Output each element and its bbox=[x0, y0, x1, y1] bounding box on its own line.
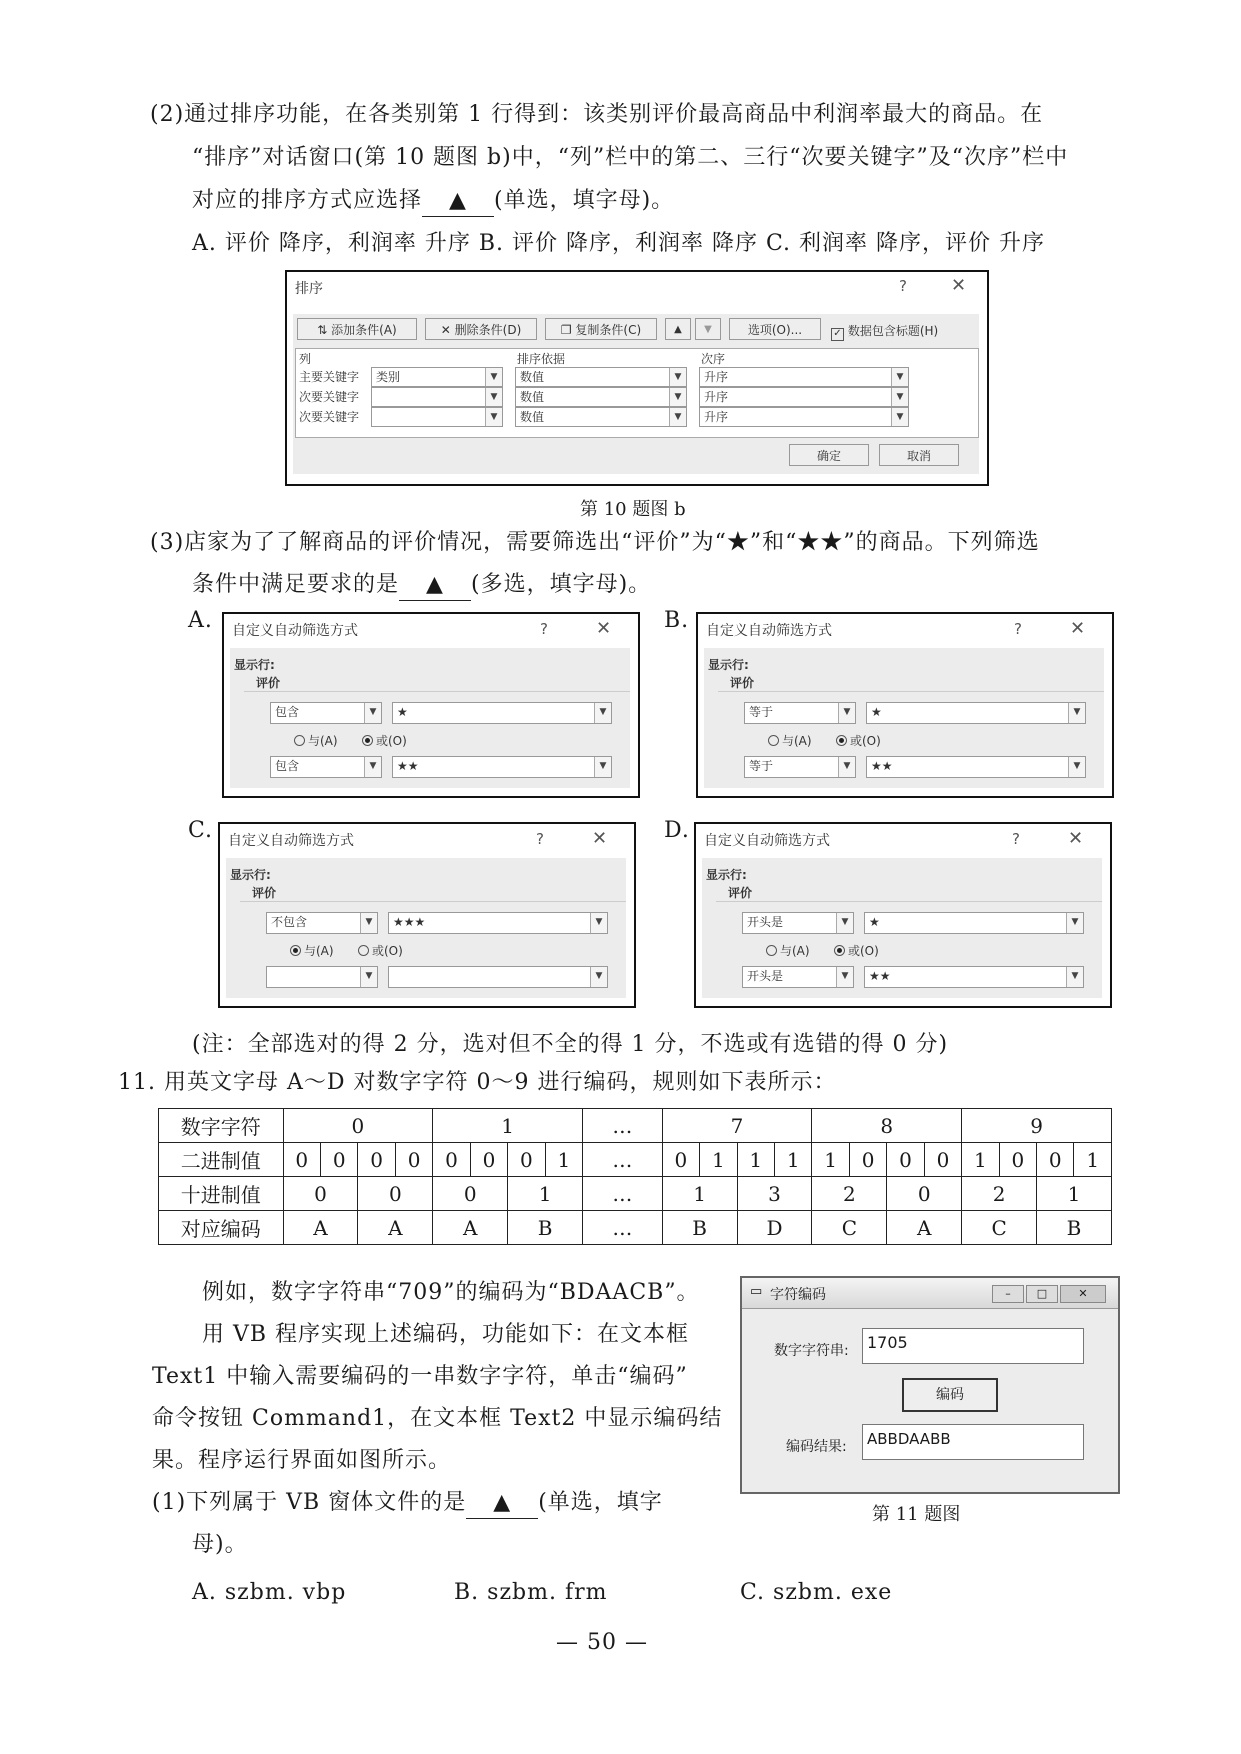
decimal-cell: 0 bbox=[887, 1177, 962, 1211]
help-icon[interactable]: ? bbox=[1012, 830, 1020, 848]
checkbox-checked-icon: ✓ bbox=[831, 328, 844, 341]
delete-icon: ✕ bbox=[440, 323, 451, 337]
filter-dialog bbox=[218, 822, 636, 1008]
chevron-down-icon: ▼ bbox=[590, 913, 607, 933]
close-icon[interactable]: ✕ bbox=[592, 828, 608, 849]
filter-option-letter: D. bbox=[664, 818, 690, 843]
options-button[interactable]: 选项(O)... bbox=[729, 318, 821, 340]
field-label: 评价 bbox=[256, 676, 281, 690]
chevron-down-icon: ▼ bbox=[1068, 757, 1085, 777]
add-condition-label: 添加条件(A) bbox=[331, 323, 397, 337]
chevron-down-icon: ▼ bbox=[836, 967, 853, 987]
binary-cell: 1 bbox=[545, 1143, 582, 1177]
row1-label: 主要关键字 bbox=[299, 370, 360, 384]
chevron-down-icon: ▼ bbox=[485, 408, 502, 426]
value2-select[interactable] bbox=[392, 756, 612, 778]
help-icon[interactable]: ? bbox=[1014, 620, 1022, 638]
figure-11-caption: 第 11 题图 bbox=[872, 1504, 961, 1525]
field-label: 评价 bbox=[252, 886, 277, 900]
q11-example: 例如，数字字符串“709”的编码为“BDAACB”。 bbox=[202, 1280, 700, 1305]
chevron-down-icon: ▼ bbox=[364, 757, 381, 777]
encoding-table bbox=[158, 1108, 1112, 1245]
divider bbox=[240, 901, 626, 902]
binary-cell: 1 bbox=[700, 1143, 737, 1177]
answer-blank: ▲ bbox=[422, 186, 494, 217]
radio-icon bbox=[766, 945, 777, 956]
value1-select[interactable] bbox=[866, 702, 1086, 724]
binary-cell: 0 bbox=[283, 1143, 320, 1177]
row1-order-value: 升序 bbox=[704, 370, 729, 384]
row-label: 十进制值 bbox=[159, 1177, 284, 1211]
row1-column-select[interactable] bbox=[371, 367, 503, 387]
row3-basis-value: 数值 bbox=[520, 410, 545, 424]
radio-icon bbox=[834, 945, 845, 956]
q11-sub1-post: (单选，填字 bbox=[538, 1490, 663, 1515]
or-label: 或(O) bbox=[850, 734, 881, 748]
value1-select[interactable] bbox=[864, 912, 1084, 934]
value1-select[interactable] bbox=[392, 702, 612, 724]
q11-p1: 用 VB 程序实现上述编码，功能如下：在文本框 bbox=[202, 1322, 690, 1347]
radio-icon bbox=[290, 945, 301, 956]
operator1-select[interactable] bbox=[270, 702, 382, 724]
chevron-down-icon: ▼ bbox=[360, 913, 377, 933]
digit-cell: 1 bbox=[433, 1109, 583, 1143]
operator2-select[interactable] bbox=[270, 756, 382, 778]
binary-cell: 0 bbox=[395, 1143, 432, 1177]
basis-header: 排序依据 bbox=[517, 352, 566, 366]
page-number: — 50 — bbox=[556, 1630, 648, 1655]
divider bbox=[716, 901, 1102, 902]
operator2-value: 等于 bbox=[749, 759, 774, 773]
table-row bbox=[159, 1177, 1112, 1211]
row1-order-select[interactable] bbox=[699, 367, 909, 387]
q10-2-line1: (2)通过排序功能，在各类别第 1 行得到：该类别评价最高商品中利润率最大的商品。在 bbox=[150, 102, 1044, 127]
radio-icon bbox=[358, 945, 369, 956]
radio-icon bbox=[768, 735, 779, 746]
decimal-cell: 3 bbox=[737, 1177, 812, 1211]
divider bbox=[718, 691, 1104, 692]
code-cell: A bbox=[433, 1211, 508, 1245]
code-cell: B bbox=[1037, 1211, 1112, 1245]
binary-cell: 0 bbox=[849, 1143, 886, 1177]
row3-label: 次要关键字 bbox=[299, 410, 360, 424]
value1-value: ★★★ bbox=[393, 915, 426, 929]
binary-cell: 0 bbox=[924, 1143, 961, 1177]
show-rows-label: 显示行: bbox=[230, 868, 271, 882]
value1-value: ★ bbox=[869, 915, 880, 929]
filter-dialog bbox=[694, 822, 1112, 1008]
digit-cell: 8 bbox=[812, 1109, 962, 1143]
operator1-value: 等于 bbox=[749, 705, 774, 719]
filter-dialog-title: 自定义自动筛选方式 bbox=[232, 623, 358, 639]
chevron-down-icon: ▼ bbox=[838, 757, 855, 777]
row2-basis-value: 数值 bbox=[520, 390, 545, 404]
digit-cell: 9 bbox=[962, 1109, 1112, 1143]
binary-cell: 0 bbox=[662, 1143, 699, 1177]
or-label: 或(O) bbox=[376, 734, 407, 748]
chevron-down-icon: ▼ bbox=[891, 408, 908, 426]
chevron-down-icon: ▼ bbox=[1066, 913, 1083, 933]
value2-select[interactable] bbox=[866, 756, 1086, 778]
q10-3-line2-post: (多选，填字母)。 bbox=[471, 572, 652, 597]
operator1-select[interactable] bbox=[742, 912, 854, 934]
has-header-checkbox[interactable] bbox=[831, 322, 938, 341]
and-radio[interactable] bbox=[294, 732, 338, 749]
encode-button[interactable]: 编码 bbox=[902, 1378, 998, 1412]
radio-icon bbox=[362, 735, 373, 746]
decimal-cell: 0 bbox=[283, 1177, 358, 1211]
q11-sub1-pre: (1)下列属于 VB 窗体文件的是 bbox=[152, 1490, 467, 1515]
value2-value: ★★ bbox=[869, 969, 891, 983]
row-label: 对应编码 bbox=[159, 1211, 284, 1245]
filter-dialog-title: 自定义自动筛选方式 bbox=[228, 833, 354, 849]
filter-dialog bbox=[696, 612, 1114, 798]
binary-cell: 1 bbox=[737, 1143, 774, 1177]
decimal-cell: 1 bbox=[508, 1177, 583, 1211]
add-condition-button[interactable] bbox=[297, 318, 417, 340]
close-icon[interactable]: ✕ bbox=[951, 275, 967, 296]
or-radio[interactable] bbox=[834, 942, 879, 959]
operator2-value: 包含 bbox=[275, 759, 300, 773]
filter-option-letter: B. bbox=[664, 608, 690, 633]
value2-value: ★★ bbox=[397, 759, 419, 773]
code-cell: C bbox=[962, 1211, 1037, 1245]
chevron-down-icon: ▼ bbox=[594, 757, 611, 777]
q10-2-line3-pre: 对应的排序方式应选择 bbox=[192, 188, 423, 213]
ok-button[interactable]: 确定 bbox=[789, 444, 869, 466]
and-radio[interactable] bbox=[766, 942, 810, 959]
close-window-button[interactable]: ✕ bbox=[1060, 1285, 1106, 1303]
row1-basis-select[interactable] bbox=[515, 367, 687, 387]
chevron-down-icon: ▼ bbox=[891, 388, 908, 406]
q10-2-line2: “排序”对话窗口(第 10 题图 b)中，“列”栏中的第二、三行“次要关键字”及“次序”栏中 bbox=[192, 145, 1069, 170]
binary-cell: 1 bbox=[1074, 1143, 1112, 1177]
row2-order-value: 升序 bbox=[704, 390, 729, 404]
sort-dialog bbox=[285, 270, 989, 486]
help-icon[interactable]: ? bbox=[536, 830, 544, 848]
value1-select[interactable] bbox=[388, 912, 608, 934]
or-label: 或(O) bbox=[372, 944, 403, 958]
code-cell: C bbox=[812, 1211, 887, 1245]
table-row bbox=[159, 1211, 1112, 1245]
help-icon[interactable]: ? bbox=[540, 620, 548, 638]
vb-window-title: 字符编码 bbox=[770, 1287, 826, 1303]
operator1-value: 不包含 bbox=[271, 915, 308, 929]
code-cell: B bbox=[662, 1211, 737, 1245]
help-icon[interactable]: ? bbox=[899, 277, 907, 295]
filter-option-letter: C. bbox=[188, 818, 214, 843]
value1-value: ★ bbox=[871, 705, 882, 719]
and-label: 与(A) bbox=[780, 944, 810, 958]
or-radio[interactable] bbox=[836, 732, 881, 749]
q11-p2: Text1 中输入需要编码的一串数字字符，单击“编码” bbox=[152, 1364, 688, 1389]
code-cell: D bbox=[737, 1211, 812, 1245]
binary-cell: 1 bbox=[962, 1143, 999, 1177]
decimal-cell: … bbox=[583, 1177, 663, 1211]
row1-column-value: 类别 bbox=[376, 370, 401, 384]
row3-order-value: 升序 bbox=[704, 410, 729, 424]
copy-icon: ❐ bbox=[560, 323, 572, 337]
binary-cell: 0 bbox=[470, 1143, 507, 1177]
field-label: 评价 bbox=[730, 676, 755, 690]
operator2-select[interactable] bbox=[266, 966, 378, 988]
digit-cell: 0 bbox=[283, 1109, 433, 1143]
has-header-label: 数据包含标题(H) bbox=[847, 324, 939, 338]
binary-cell: 0 bbox=[433, 1143, 470, 1177]
chevron-down-icon: ▼ bbox=[485, 388, 502, 406]
row2-label: 次要关键字 bbox=[299, 390, 360, 404]
code-cell: A bbox=[887, 1211, 962, 1245]
table-row bbox=[159, 1143, 1112, 1177]
q10-2-options: A. 评价 降序，利润率 升序 B. 评价 降序，利润率 降序 C. 利润率 降序，评价 升序 bbox=[192, 231, 1046, 256]
q11-sub1-cont: 母)。 bbox=[192, 1532, 248, 1557]
code-cell: B bbox=[508, 1211, 583, 1245]
scoring-note: (注：全部选对的得 2 分，选对但不全的得 1 分，不选或有选错的得 0 分) bbox=[192, 1032, 949, 1057]
vb-form-window bbox=[740, 1276, 1120, 1494]
binary-cell: 0 bbox=[358, 1143, 395, 1177]
q10-3-line1: (3)店家为了了解商品的评价情况，需要筛选出“评价”为“★”和“★★”的商品。下列筛选 bbox=[150, 530, 1040, 555]
binary-cell: 1 bbox=[774, 1143, 811, 1177]
sort-dialog-title: 排序 bbox=[295, 281, 323, 297]
q11-p3: 命令按钮 Command1，在文本框 Text2 中显示编码结 bbox=[152, 1406, 723, 1431]
and-radio[interactable] bbox=[768, 732, 812, 749]
chevron-down-icon: ▼ bbox=[360, 967, 377, 987]
move-down-button[interactable]: ▼ bbox=[695, 318, 721, 340]
delete-condition-label: 删除条件(D) bbox=[454, 323, 522, 337]
operator1-select[interactable] bbox=[266, 912, 378, 934]
field-label: 评价 bbox=[728, 886, 753, 900]
show-rows-label: 显示行: bbox=[706, 868, 747, 882]
show-rows-label: 显示行: bbox=[234, 658, 275, 672]
value2-value: ★★ bbox=[871, 759, 893, 773]
and-radio[interactable] bbox=[290, 942, 334, 959]
order-header: 次序 bbox=[701, 352, 726, 366]
chevron-down-icon: ▼ bbox=[669, 408, 686, 426]
text2-output[interactable]: ABBDAABB bbox=[862, 1424, 1084, 1460]
digit-cell: 7 bbox=[662, 1109, 812, 1143]
close-icon[interactable]: ✕ bbox=[596, 618, 612, 639]
filter-dialog-title: 自定义自动筛选方式 bbox=[704, 833, 830, 849]
text1-input[interactable]: 1705 bbox=[862, 1328, 1084, 1364]
option-a: A. szbm. vbp bbox=[192, 1580, 347, 1605]
figure-10b-caption: 第 10 题图 b bbox=[580, 499, 686, 520]
binary-cell: 0 bbox=[508, 1143, 545, 1177]
row2-order-select[interactable] bbox=[699, 387, 909, 407]
binary-cell: … bbox=[583, 1143, 663, 1177]
filter-dialog bbox=[222, 612, 640, 798]
q10-3-line2-pre: 条件中满足要求的是 bbox=[192, 572, 400, 597]
decimal-cell: 1 bbox=[662, 1177, 737, 1211]
or-label: 或(O) bbox=[848, 944, 879, 958]
input-label: 数字字符串: bbox=[774, 1343, 849, 1359]
maximize-button[interactable]: □ bbox=[1026, 1285, 1058, 1303]
row1-basis-value: 数值 bbox=[520, 370, 545, 384]
chevron-down-icon: ▼ bbox=[1068, 703, 1085, 723]
binary-cell: 0 bbox=[887, 1143, 924, 1177]
and-label: 与(A) bbox=[782, 734, 812, 748]
decimal-cell: 0 bbox=[433, 1177, 508, 1211]
value2-select[interactable] bbox=[864, 966, 1084, 988]
move-up-button[interactable]: ▲ bbox=[665, 318, 691, 340]
or-radio[interactable] bbox=[358, 942, 403, 959]
option-b: B. szbm. frm bbox=[454, 1580, 608, 1605]
chevron-down-icon: ▼ bbox=[836, 913, 853, 933]
radio-icon bbox=[294, 735, 305, 746]
binary-cell: 0 bbox=[1037, 1143, 1074, 1177]
q11-intro: 11. 用英文字母 A～D 对数字字符 0～9 进行编码，规则如下表所示： bbox=[118, 1070, 837, 1095]
and-label: 与(A) bbox=[304, 944, 334, 958]
q10-2-line3-post: (单选，填字母)。 bbox=[494, 188, 675, 213]
operator1-value: 包含 bbox=[275, 705, 300, 719]
operator2-select[interactable] bbox=[742, 966, 854, 988]
value1-value: ★ bbox=[397, 705, 408, 719]
show-rows-label: 显示行: bbox=[708, 658, 749, 672]
decimal-cell: 0 bbox=[358, 1177, 433, 1211]
operator2-value: 开头是 bbox=[747, 969, 784, 983]
option-c: C. szbm. exe bbox=[740, 1580, 893, 1605]
chevron-down-icon: ▼ bbox=[669, 388, 686, 406]
row-label: 二进制值 bbox=[159, 1143, 284, 1177]
close-icon[interactable]: ✕ bbox=[1070, 618, 1086, 639]
row-label: 数字字符 bbox=[159, 1109, 284, 1143]
chevron-down-icon: ▼ bbox=[590, 967, 607, 987]
filter-dialog-title: 自定义自动筛选方式 bbox=[706, 623, 832, 639]
chevron-down-icon: ▼ bbox=[364, 703, 381, 723]
row3-column-select[interactable] bbox=[371, 407, 503, 427]
copy-condition-label: 复制条件(C) bbox=[575, 323, 642, 337]
copy-condition-button[interactable] bbox=[545, 318, 657, 340]
answer-blank: ▲ bbox=[399, 570, 471, 601]
and-label: 与(A) bbox=[308, 734, 338, 748]
filter-option-letter: A. bbox=[188, 608, 213, 633]
or-radio[interactable] bbox=[362, 732, 407, 749]
row3-order-select[interactable] bbox=[699, 407, 909, 427]
code-cell: A bbox=[283, 1211, 358, 1245]
col-header: 列 bbox=[299, 352, 312, 366]
q10-2-line3 bbox=[192, 186, 674, 217]
answer-blank: ▲ bbox=[466, 1488, 538, 1519]
binary-cell: 0 bbox=[999, 1143, 1036, 1177]
delete-condition-button[interactable] bbox=[425, 318, 537, 340]
add-icon: ⇅ bbox=[317, 323, 328, 337]
code-cell: … bbox=[583, 1211, 663, 1245]
q11-sub1 bbox=[152, 1488, 663, 1519]
q10-3-line2 bbox=[192, 570, 651, 601]
divider bbox=[244, 691, 630, 692]
radio-icon bbox=[836, 735, 847, 746]
table-row bbox=[159, 1109, 1112, 1143]
q11-p4: 果。程序运行界面如图所示。 bbox=[152, 1448, 452, 1473]
operator2-select[interactable] bbox=[744, 756, 856, 778]
code-cell: A bbox=[358, 1211, 433, 1245]
chevron-down-icon: ▼ bbox=[485, 368, 502, 386]
output-label: 编码结果: bbox=[786, 1439, 847, 1455]
value2-select[interactable] bbox=[388, 966, 608, 988]
operator1-select[interactable] bbox=[744, 702, 856, 724]
binary-cell: 0 bbox=[320, 1143, 357, 1177]
chevron-down-icon: ▼ bbox=[838, 703, 855, 723]
decimal-cell: 1 bbox=[1037, 1177, 1112, 1211]
decimal-cell: 2 bbox=[962, 1177, 1037, 1211]
chevron-down-icon: ▼ bbox=[594, 703, 611, 723]
row2-basis-select[interactable] bbox=[515, 387, 687, 407]
digit-cell: … bbox=[583, 1109, 663, 1143]
row2-column-select[interactable] bbox=[371, 387, 503, 407]
chevron-down-icon: ▼ bbox=[1066, 967, 1083, 987]
chevron-down-icon: ▼ bbox=[669, 368, 686, 386]
form-icon: ▭ bbox=[750, 1284, 763, 1299]
minimize-button[interactable]: – bbox=[992, 1285, 1024, 1303]
binary-cell: 1 bbox=[812, 1143, 849, 1177]
close-icon[interactable]: ✕ bbox=[1068, 828, 1084, 849]
chevron-down-icon: ▼ bbox=[891, 368, 908, 386]
cancel-button[interactable]: 取消 bbox=[879, 444, 959, 466]
decimal-cell: 2 bbox=[812, 1177, 887, 1211]
row3-basis-select[interactable] bbox=[515, 407, 687, 427]
operator1-value: 开头是 bbox=[747, 915, 784, 929]
